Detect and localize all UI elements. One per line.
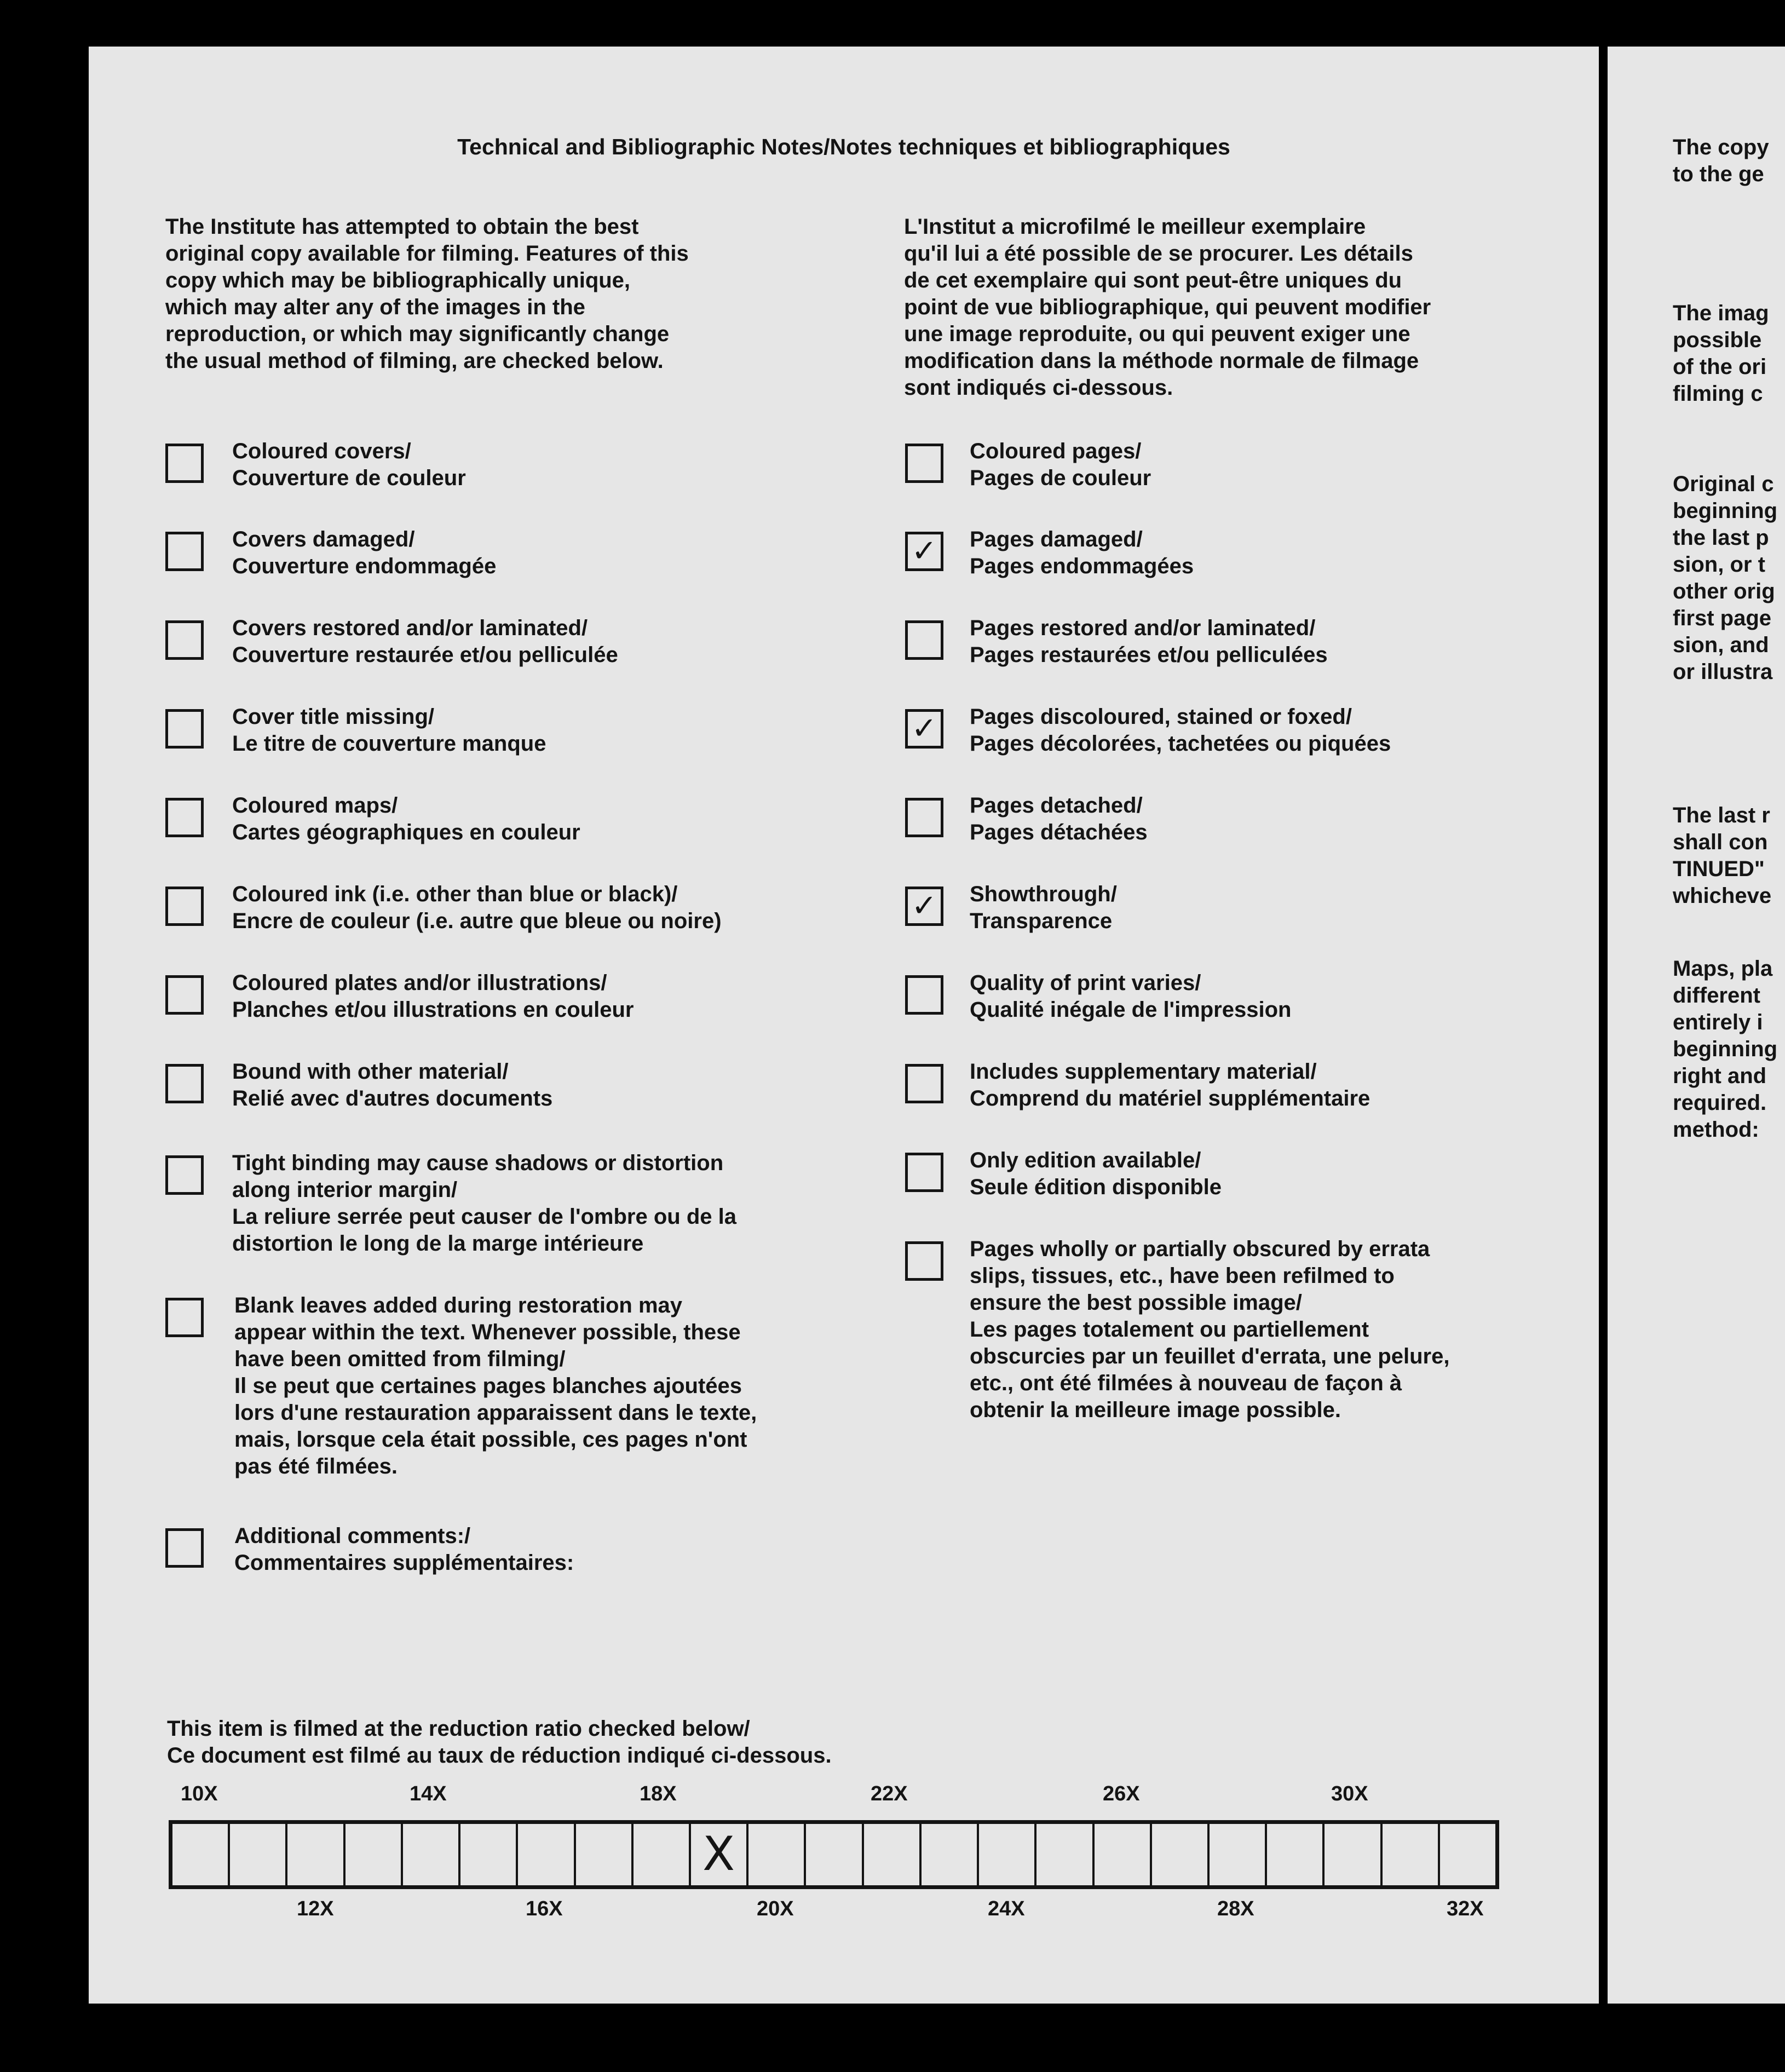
check-mark-icon bbox=[908, 801, 941, 834]
checkbox-covers-restored[interactable] bbox=[165, 620, 204, 660]
page-title: Technical and Bibliographic Notes/Notes techniques et bibliographiques bbox=[457, 134, 1230, 159]
ratio-label-20x: 20X bbox=[757, 1897, 794, 1920]
label-covers-damaged: Covers damaged/ Couverture endommagée bbox=[232, 527, 497, 578]
ratio-cell[interactable] bbox=[806, 1824, 863, 1885]
label-pages-obscured: Pages wholly or partially obscured by errata slips, tissues, etc., have been refilmed to ensure the best possible image/ Les pages totalement ou partiellement obscurcies par un feuillet d'errata, une pelure, etc., ont été filmées à nouveau de façon à obtenir la meilleure image possible. bbox=[970, 1237, 1450, 1422]
ratio-cell[interactable] bbox=[691, 1824, 748, 1885]
label-supplementary-material: Includes supplementary material/ Comprend du matériel supplémentaire bbox=[970, 1060, 1371, 1110]
checkbox-coloured-plates[interactable] bbox=[165, 975, 204, 1015]
ratio-label-16x: 16X bbox=[526, 1897, 563, 1920]
adjacent-page bbox=[1608, 47, 1785, 2004]
intro-french: L'Institut a microfilmé le meilleur exemplaire qu'il lui a été possible de se procurer. Les détails de cet exemplaire qui sont peut-être uniques du point de vue bibliographique, qui peuvent modifier une image reproduite, ou qui peuvent exiger une modification dans la méthode normale de filmage sont indiqués ci-dessous. bbox=[904, 215, 1431, 400]
ratio-cell[interactable] bbox=[346, 1824, 403, 1885]
ratio-cell[interactable] bbox=[287, 1824, 345, 1885]
intro-english: The Institute has attempted to obtain the best original copy available for filming. Features of this copy which may be bibliographically unique, which may alter any of the images in the reproduction, or which may significantly change the usual method of filming, are checked below. bbox=[165, 215, 689, 373]
check-mark-icon bbox=[908, 1155, 941, 1189]
ratio-cell[interactable] bbox=[1210, 1824, 1267, 1885]
ratio-cell[interactable] bbox=[172, 1824, 230, 1885]
ratio-cell[interactable] bbox=[1095, 1824, 1152, 1885]
label-coloured-plates: Coloured plates and/or illustrations/ Planches et/ou illustrations en couleur bbox=[232, 971, 634, 1022]
checkbox-covers-damaged[interactable] bbox=[165, 532, 204, 571]
label-additional-comments: Additional comments:/ Commentaires supplémentaires: bbox=[234, 1524, 574, 1575]
check-mark-icon bbox=[168, 889, 201, 923]
checkbox-pages-obscured[interactable] bbox=[905, 1241, 943, 1281]
check-mark-icon bbox=[168, 712, 201, 746]
notes-page bbox=[89, 47, 1599, 2004]
ratio-cell[interactable] bbox=[1440, 1824, 1495, 1885]
ratio-label-24x: 24X bbox=[988, 1897, 1025, 1920]
label-covers-restored: Covers restored and/or laminated/ Couverture restaurée et/ou pelliculée bbox=[232, 616, 618, 667]
check-mark-icon: ✓ bbox=[911, 711, 937, 746]
check-mark-icon bbox=[908, 623, 941, 657]
ratio-cell[interactable] bbox=[230, 1824, 287, 1885]
reduction-ratio-text: This item is filmed at the reduction ratio checked below/ Ce document est filmé au taux de réduction indiqué ci-dessous. bbox=[167, 1717, 832, 1768]
check-mark-icon bbox=[168, 534, 201, 568]
check-mark-icon bbox=[168, 1300, 201, 1334]
checkbox-blank-leaves[interactable] bbox=[165, 1298, 204, 1337]
label-bound-with: Bound with other material/ Relié avec d'autres documents bbox=[232, 1060, 553, 1110]
ratio-label-26x: 26X bbox=[1103, 1782, 1140, 1805]
next-page-fragment: Original c beginning the last p sion, or t other orig first page sion, and or illustra bbox=[1673, 472, 1778, 684]
ratio-cell[interactable] bbox=[1037, 1824, 1094, 1885]
check-mark-icon bbox=[168, 623, 201, 657]
ratio-label-22x: 22X bbox=[871, 1782, 908, 1805]
check-mark-icon bbox=[168, 1158, 201, 1192]
next-page-fragment: The copy to the ge bbox=[1673, 135, 1769, 186]
checkbox-cover-title-missing[interactable] bbox=[165, 709, 204, 749]
next-page-fragment: Maps, pla different entirely i beginning right and required. method: bbox=[1673, 957, 1778, 1142]
ratio-cell[interactable] bbox=[634, 1824, 691, 1885]
ratio-label-10x: 10X bbox=[181, 1782, 218, 1805]
label-cover-title-missing: Cover title missing/ Le titre de couverture manque bbox=[232, 705, 546, 756]
checkbox-pages-restored[interactable] bbox=[905, 620, 943, 660]
checkbox-only-edition[interactable] bbox=[905, 1153, 943, 1192]
ratio-cell[interactable] bbox=[979, 1824, 1037, 1885]
x-mark-icon: X bbox=[703, 1827, 735, 1881]
ratio-cell[interactable] bbox=[460, 1824, 518, 1885]
checkbox-supplementary-material[interactable] bbox=[905, 1064, 943, 1103]
ratio-cell[interactable] bbox=[922, 1824, 979, 1885]
checkbox-tight-binding[interactable] bbox=[165, 1155, 204, 1195]
checkbox-coloured-pages[interactable] bbox=[905, 444, 943, 483]
check-mark-icon bbox=[908, 978, 941, 1012]
checkbox-showthrough[interactable] bbox=[905, 887, 943, 926]
ratio-label-12x: 12X bbox=[297, 1897, 334, 1920]
label-pages-restored: Pages restored and/or laminated/ Pages restaurées et/ou pelliculées bbox=[970, 616, 1328, 667]
check-mark-icon bbox=[908, 1067, 941, 1101]
checkbox-quality-of-print[interactable] bbox=[905, 975, 943, 1015]
reduction-ratio-scale bbox=[169, 1820, 1499, 1889]
check-mark-icon: ✓ bbox=[911, 533, 937, 569]
checkbox-coloured-covers[interactable] bbox=[165, 444, 204, 483]
checkbox-pages-detached[interactable] bbox=[905, 798, 943, 837]
checkbox-pages-damaged[interactable] bbox=[905, 532, 943, 571]
check-mark-icon bbox=[168, 978, 201, 1012]
ratio-cell[interactable] bbox=[1267, 1824, 1325, 1885]
checkbox-coloured-ink[interactable] bbox=[165, 887, 204, 926]
checkbox-coloured-maps[interactable] bbox=[165, 798, 204, 837]
checkbox-pages-discoloured[interactable] bbox=[905, 709, 943, 749]
check-mark-icon bbox=[168, 1067, 201, 1101]
label-pages-detached: Pages detached/ Pages détachées bbox=[970, 793, 1148, 844]
label-showthrough: Showthrough/ Transparence bbox=[970, 882, 1117, 933]
ratio-label-18x: 18X bbox=[640, 1782, 677, 1805]
label-coloured-maps: Coloured maps/ Cartes géographiques en couleur bbox=[232, 793, 580, 844]
label-quality-of-print: Quality of print varies/ Qualité inégale de l'impression bbox=[970, 971, 1292, 1022]
ratio-cell[interactable] bbox=[576, 1824, 634, 1885]
label-coloured-ink: Coloured ink (i.e. other than blue or black)/ Encre de couleur (i.e. autre que bleue ou noire) bbox=[232, 882, 722, 933]
checkbox-additional-comments[interactable] bbox=[165, 1528, 204, 1568]
check-mark-icon bbox=[908, 446, 941, 480]
check-mark-icon: ✓ bbox=[911, 888, 937, 924]
label-blank-leaves: Blank leaves added during restoration may appear within the text. Whenever possible, these have been omitted from filming/ Il se peut que certaines pages blanches ajoutées lors d'une restauration apparaissent dans le texte, mais, lorsque cela était possible, ces pages n'ont pas été filmées. bbox=[234, 1293, 757, 1478]
ratio-cell[interactable] bbox=[1152, 1824, 1210, 1885]
label-pages-damaged: Pages damaged/ Pages endommagées bbox=[970, 527, 1194, 578]
label-tight-binding: Tight binding may cause shadows or distortion along interior margin/ La reliure serrée peut causer de l'ombre ou de la distortion le long de la marge intérieure bbox=[232, 1151, 736, 1256]
check-mark-icon bbox=[908, 1244, 941, 1278]
ratio-cell[interactable] bbox=[518, 1824, 575, 1885]
label-only-edition: Only edition available/ Seule édition disponible bbox=[970, 1148, 1222, 1199]
check-mark-icon bbox=[168, 801, 201, 834]
ratio-cell[interactable] bbox=[1325, 1824, 1382, 1885]
label-pages-discoloured: Pages discoloured, stained or foxed/ Pages décolorées, tachetées ou piquées bbox=[970, 705, 1391, 756]
check-mark-icon bbox=[168, 1531, 201, 1565]
ratio-label-14x: 14X bbox=[410, 1782, 447, 1805]
ratio-label-28x: 28X bbox=[1217, 1897, 1254, 1920]
ratio-cell[interactable] bbox=[864, 1824, 922, 1885]
ratio-cell[interactable] bbox=[403, 1824, 460, 1885]
ratio-cell[interactable] bbox=[1383, 1824, 1440, 1885]
next-page-fragment: The imag possible of the ori filming c bbox=[1673, 301, 1769, 406]
ratio-cell[interactable] bbox=[748, 1824, 806, 1885]
label-coloured-pages: Coloured pages/ Pages de couleur bbox=[970, 439, 1151, 490]
label-coloured-covers: Coloured covers/ Couverture de couleur bbox=[232, 439, 466, 490]
next-page-fragment: The last r shall con TINUED" whicheve bbox=[1673, 803, 1772, 908]
check-mark-icon bbox=[168, 446, 201, 480]
ratio-label-32x: 32X bbox=[1447, 1897, 1484, 1920]
ratio-label-30x: 30X bbox=[1331, 1782, 1368, 1805]
checkbox-bound-with[interactable] bbox=[165, 1064, 204, 1103]
